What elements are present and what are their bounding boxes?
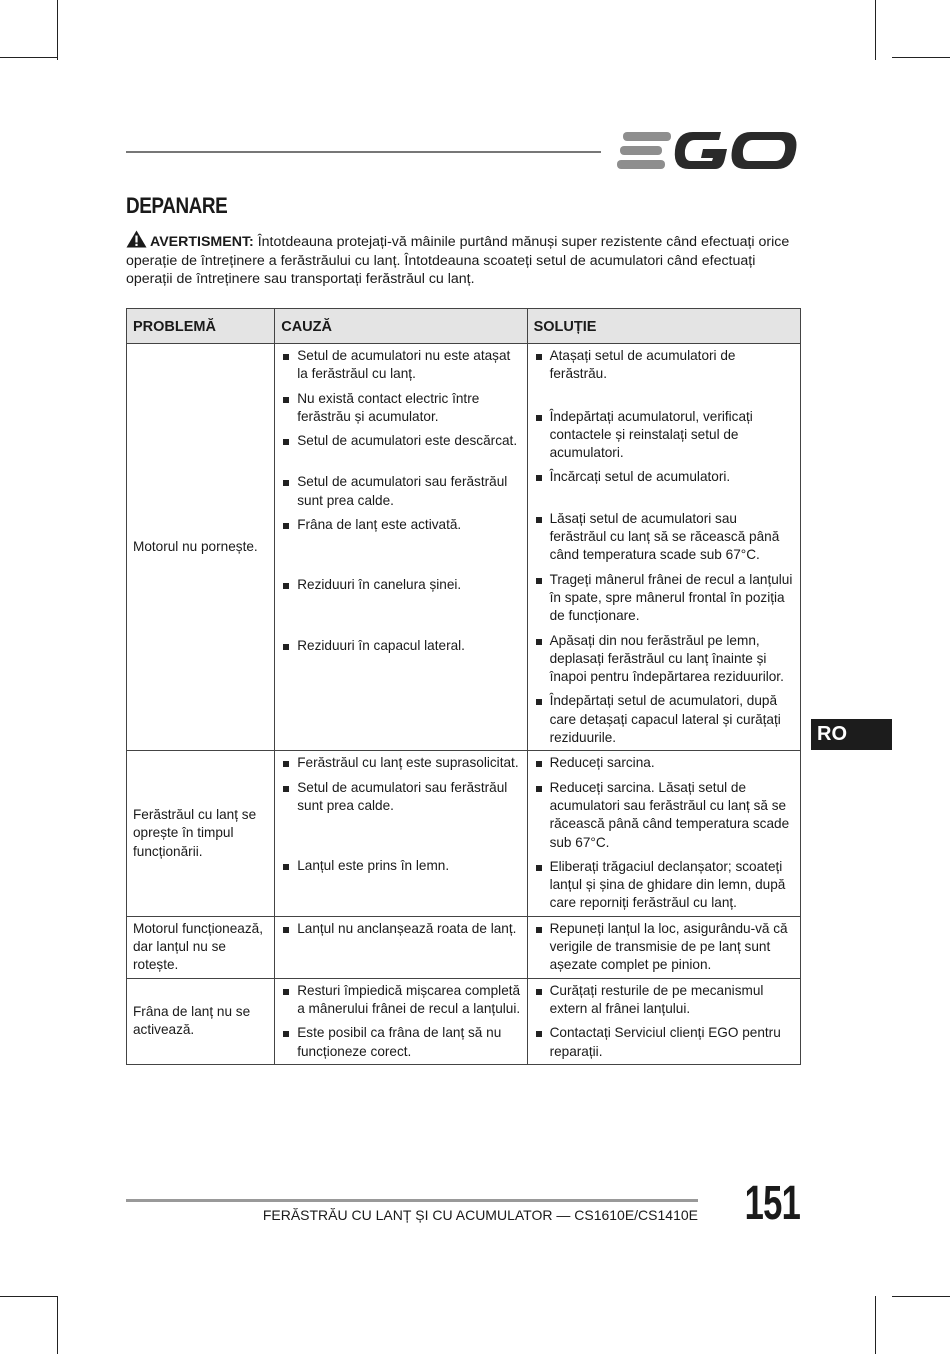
cause-item: Reziduuri în capacul lateral. [281, 637, 520, 655]
solution-cell [527, 916, 800, 978]
solution-item: Eliberați trăgaciul declanșator; scoateți lanțul și șina de ghidare din lemn, după care reporniți ferăstrăul cu lanț. [534, 858, 794, 913]
solution-item: Reduceți sarcina. [534, 754, 794, 772]
cause-item: Setul de acumulatori nu este atașat la ferăstrăul cu lanț. [281, 347, 520, 384]
solution-item: Curățați resturile de pe mecanismul extern al frânei lanțului. [534, 982, 794, 1019]
problem-cell: Ferăstrăul cu lanț se oprește în timpul funcționării. [127, 751, 275, 916]
warning-label: AVERTISMENT: [150, 234, 254, 250]
cause-cell [275, 344, 527, 751]
solution-item: Încărcați setul de acumulatori. [534, 468, 794, 486]
solution-item: Repuneți lanțul la loc, asigurându-vă că verigile de transmisie de pe lanț sunt așezate complet pe pinion. [534, 920, 794, 975]
cause-item: Setul de acumulatori este descărcat. [281, 432, 520, 450]
problem-cell: Motorul funcționează, dar lanțul nu se rotește. [127, 916, 275, 978]
language-tab: RO [811, 719, 892, 750]
footer-rule [126, 1199, 698, 1202]
section-title: DEPANARE [126, 193, 228, 218]
cause-item: Setul de acumulatori sau ferăstrăul sunt prea calde. [281, 473, 520, 510]
warning-paragraph [126, 230, 801, 289]
header-solution: SOLUȚIE [527, 309, 800, 344]
footer-title: FERĂSTRĂU CU LANȚ ȘI CU ACUMULATOR — CS1610E/CS1410E [262, 1207, 698, 1223]
solution-item: Îndepărtați setul de acumulatori, după care detașați capacul lateral și curățați reziduurile. [534, 692, 794, 747]
crop-mark [0, 1296, 57, 1297]
table-row [127, 916, 801, 978]
cause-item: Frâna de lanț este activată. [281, 516, 520, 534]
cause-item: Lanțul nu anclanșează roata de lanț. [281, 920, 520, 938]
ego-logo [617, 128, 799, 174]
crop-mark [892, 1296, 950, 1297]
solution-item: Apăsați din nou ferăstrăul pe lemn, deplasați ferăstrăul cu lanț înainte și înapoi pentru îndepărtarea reziduurilor. [534, 632, 794, 687]
cause-item: Ferăstrăul cu lanț este suprasolicitat. [281, 754, 520, 772]
cause-item: Setul de acumulatori sau ferăstrăul sunt prea calde. [281, 779, 520, 816]
solution-item: Contactați Serviciul clienți EGO pentru reparații. [534, 1024, 794, 1061]
crop-mark [57, 0, 58, 60]
solution-cell [527, 751, 800, 916]
cause-item: Este posibil ca frâna de lanț să nu funcționeze corect. [281, 1024, 520, 1061]
crop-mark [0, 57, 57, 58]
table-row [127, 751, 801, 916]
crop-mark [875, 0, 876, 60]
cause-item: Reziduuri în canelura șinei. [281, 576, 520, 594]
cause-cell [275, 751, 527, 916]
header-cause: CAUZĂ [275, 309, 527, 344]
header-problem: PROBLEMĂ [127, 309, 275, 344]
cause-item: Nu există contact electric între ferăstrău și acumulator. [281, 390, 520, 427]
table-row [127, 344, 801, 751]
cause-cell [275, 978, 527, 1064]
problem-cell: Frâna de lanț nu se activează. [127, 978, 275, 1064]
crop-mark [875, 1296, 876, 1354]
crop-mark [57, 1296, 58, 1354]
problem-cell: Motorul nu pornește. [127, 344, 275, 751]
solution-item: Trageți mânerul frânei de recul a lanțului în spate, spre mânerul frontal în poziția de funcționare. [534, 571, 794, 626]
page-number: 151 [744, 1177, 800, 1230]
solution-item: Reduceți sarcina. Lăsați setul de acumulatori sau ferăstrăul cu lanț să se răcească până când temperatura scade sub 67°C. [534, 779, 794, 852]
solution-item: Îndepărtați acumulatorul, verificați contactele și reinstalați setul de acumulatori. [534, 408, 794, 463]
warning-text: Întotdeauna protejați-vă mâinile purtând mănuși super rezistente când efectuați orice operație de întreținere a ferăstrăului cu lanț. Întotdeauna scoateți setul de acumulatori când efectuați operații de întreținere sau transportați ferăstrăul cu lanț. [126, 234, 790, 287]
cause-item: Lanțul este prins în lemn. [281, 857, 520, 875]
header-rule [126, 151, 601, 153]
table-row [127, 978, 801, 1064]
solution-cell [527, 344, 800, 751]
troubleshooting-table [126, 308, 801, 1065]
cause-cell [275, 916, 527, 978]
table-header-row [127, 309, 801, 344]
crop-mark [892, 57, 950, 58]
solution-cell [527, 978, 800, 1064]
solution-item: Lăsați setul de acumulatori sau ferăstrăul cu lanț să se răcească până când temperatura scade sub 67°C. [534, 510, 794, 565]
warning-icon [126, 230, 147, 248]
cause-item: Resturi împiedică mișcarea completă a mânerului frânei de recul a lanțului. [281, 982, 520, 1019]
solution-item: Atașați setul de acumulatori de ferăstrău. [534, 347, 794, 384]
